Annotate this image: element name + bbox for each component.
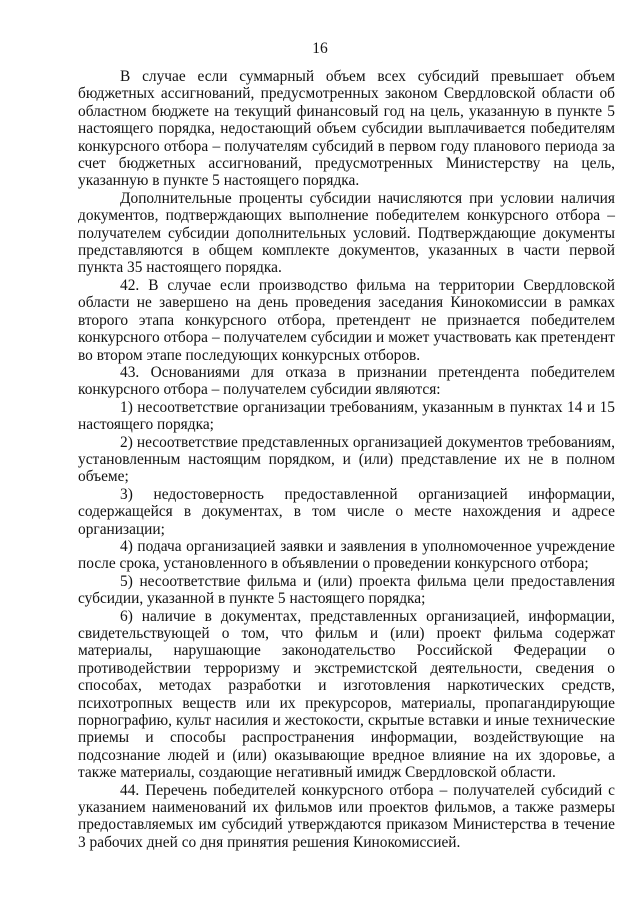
page-number: 16 (312, 40, 328, 57)
list-item-43-4: 4) подача организацией заявки и заявления в уполномоченное учреждение после срока, установленного в объявлении о проведении конкурсного отбора; (78, 537, 615, 573)
paragraph-item-44: 44. Перечень победителей конкурсного отбора – получателей субсидий с указанием наименований их фильмов или проектов фильмов, а также размеры предоставляемых им субсидий утверждаются приказом Министерства в течение 3 рабочих дней со дня принятия решения Кинокомиссией. (78, 781, 615, 851)
paragraph-additional-percent: Дополнительные проценты субсидии начисляются при условии наличия документов, подтверждающих выполнение победителем конкурсного отбора – получателем субсидии дополнительных условий. Подтверждающие документы представляются в общем комплекте документов, указанных в части первой пункта 35 настоящего порядка. (78, 189, 615, 277)
list-item-43-1: 1) несоответствие организации требованиям, указанным в пунктах 14 и 15 настоящего порядка; (78, 398, 615, 434)
list-item-43-5: 5) несоответствие фильма и (или) проекта фильма цели предоставления субсидии, указанной в пункте 5 настоящего порядка; (78, 572, 615, 608)
paragraph-item-42: 42. В случае если производство фильма на территории Свердловской области не завершено на день проведения заседания Кинокомиссии в рамках второго этапа конкурсного отбора, претендент не признается победителем конкурсного отбора – получателем субсидии и может участвовать как претендент во втором этапе последующих конкурсных отборов. (78, 276, 615, 364)
list-item-43-2: 2) несоответствие представленных организацией документов требованиям, установленным настоящим порядком, и (или) представление их не в полном объеме; (78, 433, 615, 486)
document-body (78, 68, 615, 851)
list-item-43-6: 6) наличие в документах, представленных организацией, информации, свидетельствующей о том, что фильм и (или) проект фильма содержат материалы, нарушающие законодательство Российской Федерации о противодействии терроризму и экстремистской деятельности, сведения о способах, методах разработки и изготовления наркотических средств, психотропных веществ или их прекурсоров, материалы, пропагандирующие порнографию, культ насилия и жестокости, скрытые вставки и иные технические приемы и способы распространения информации, воздействующие на подсознание людей и (или) оказывающие вредное влияние на их здоровье, а также материалы, создающие негативный имидж Свердловской области. (78, 607, 615, 782)
list-item-43-3: 3) недостоверность предоставленной организацией информации, содержащейся в документах, в том числе о месте нахождения и адресе организации; (78, 485, 615, 538)
paragraph-item-43: 43. Основаниями для отказа в признании претендента победителем конкурсного отбора – получателем субсидии являются: (78, 363, 615, 399)
paragraph-budget-shortfall: В случае если суммарный объем всех субсидий превышает объем бюджетных ассигнований, предусмотренных законом Свердловской области об областном бюджете на текущий финансовый год на цель, указанную в пункте 5 настоящего порядка, недостающий объем субсидии выплачивается победителям конкурсного отбора – получателям субсидий в первом году планового периода за счет бюджетных ассигнований, предусмотренных Министерству на цель, указанную в пункте 5 настоящего порядка. (78, 68, 615, 190)
